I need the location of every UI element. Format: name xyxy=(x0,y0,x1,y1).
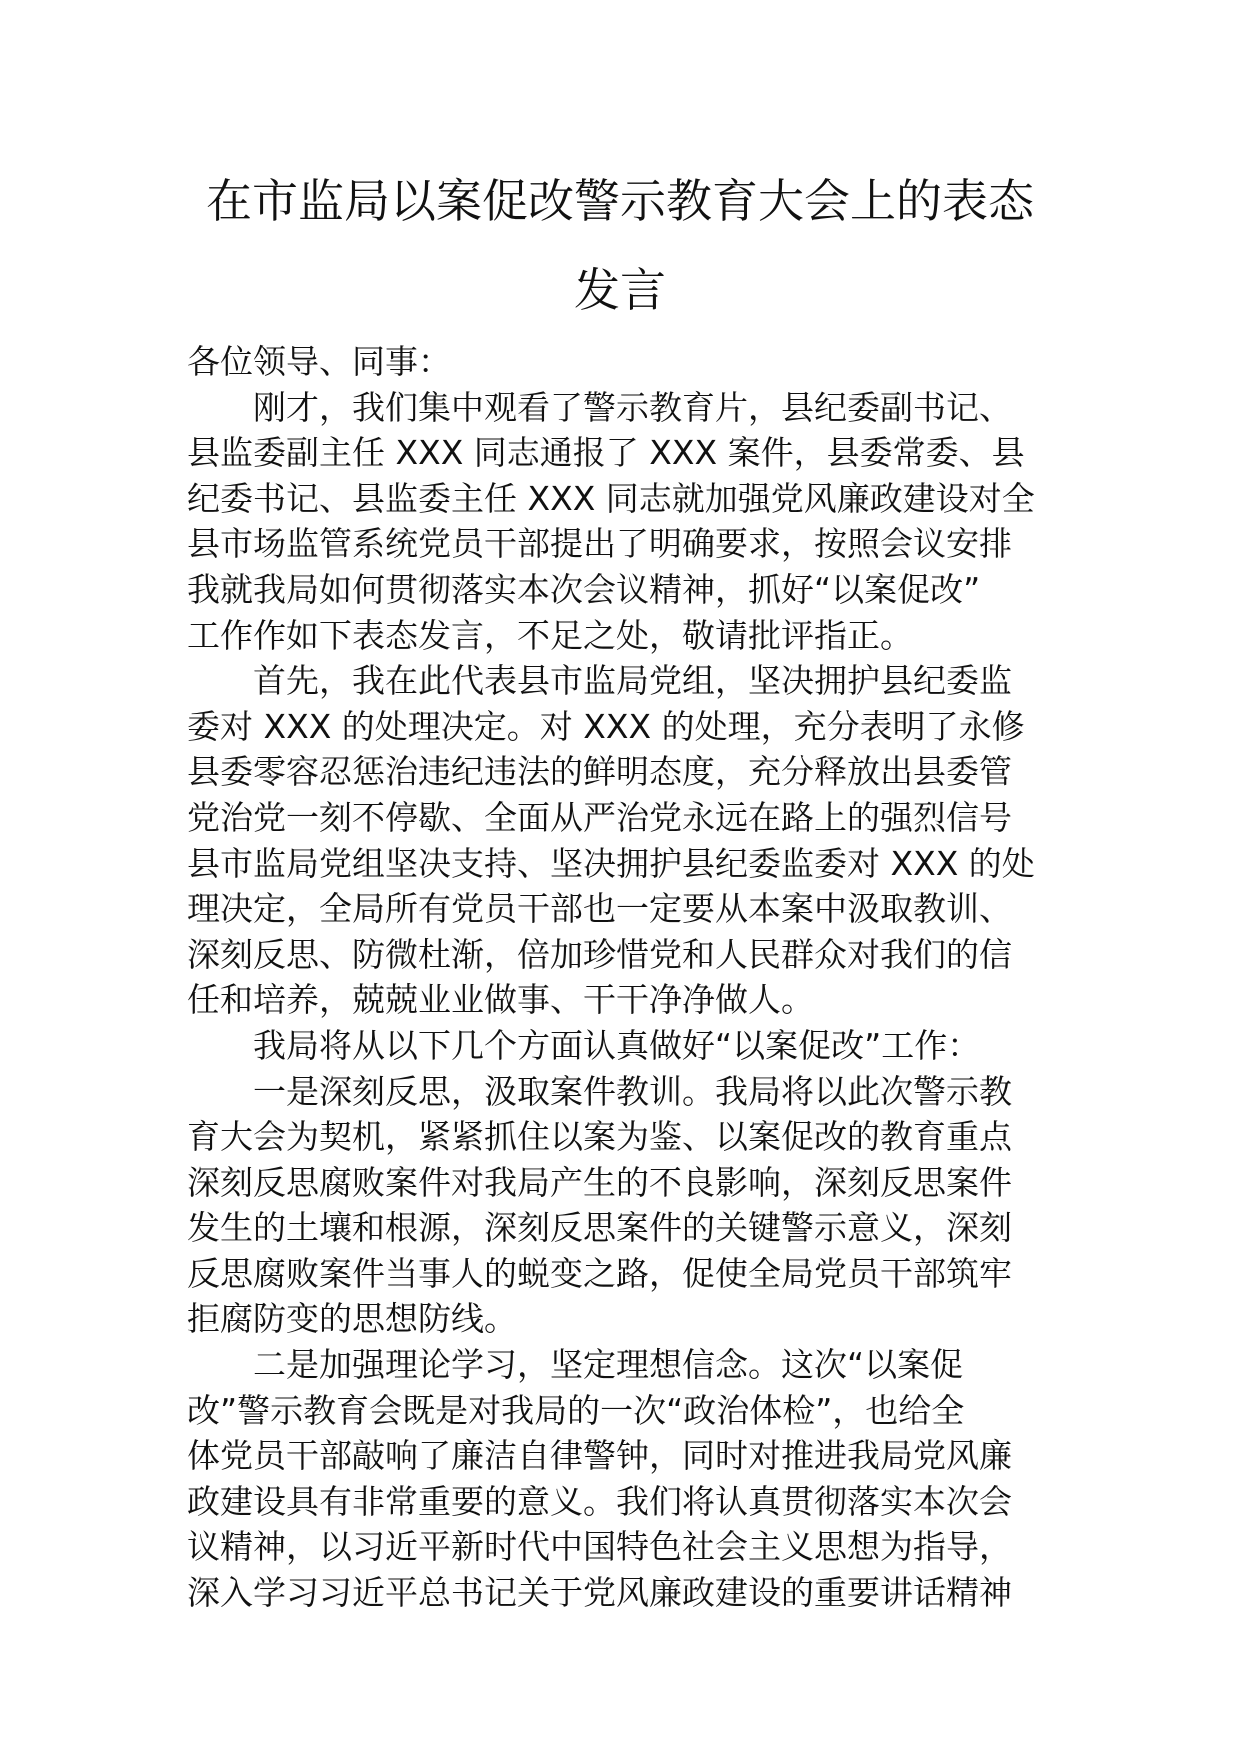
body-text-line: 一是深刻反思，汲取案件教训。我局将以此次警示教 xyxy=(253,1071,1012,1111)
body-text-line: 纪委书记、县监委主任 XXX 同志就加强党风廉政建设对全 xyxy=(187,478,1035,518)
body-text-line: 我局将从以下几个方面认真做好“以案促改”工作： xyxy=(253,1025,981,1065)
body-text-line: 拒腐防变的思想防线。 xyxy=(187,1299,517,1339)
document-title-line-1: 在市监局以案促改警示教育大会上的表态 xyxy=(206,174,1034,228)
body-text-line: 县市监局党组坚决支持、坚决拥护县纪委监委对 XXX 的处 xyxy=(187,843,1035,883)
body-text-line: 深刻反思腐败案件对我局产生的不良影响，深刻反思案件 xyxy=(187,1162,1012,1202)
body-text-line: 我就我局如何贯彻落实本次会议精神，抓好“以案促改” xyxy=(187,569,981,609)
body-text-line: 深入学习习近平总书记关于党风廉政建设的重要讲话精神 xyxy=(187,1573,1012,1613)
body-text-line: 育大会为契机，紧紧抓住以案为鉴、以案促改的教育重点 xyxy=(187,1117,1012,1157)
body-text-line: 议精神，以习近平新时代中国特色社会主义思想为指导， xyxy=(187,1527,1012,1567)
body-text-line: 党治党一刻不停歇、全面从严治党永远在路上的强烈信号 xyxy=(187,797,1012,837)
body-text-line: 理决定，全局所有党员干部也一定要从本案中汲取教训、 xyxy=(187,889,1012,929)
document-body xyxy=(187,339,1057,1616)
body-text-line: 委对 XXX 的处理决定。对 XXX 的处理，充分表明了永修 xyxy=(187,706,1025,746)
body-text-line: 工作作如下表态发言，不足之处，敬请批评指正。 xyxy=(187,615,913,655)
body-text-line: 任和培养，兢兢业业做事、干干净净做人。 xyxy=(187,980,814,1020)
body-text-line: 县监委副主任 XXX 同志通报了 XXX 案件，县委常委、县 xyxy=(187,433,1025,473)
body-text-line: 深刻反思、防微杜渐，倍加珍惜党和人民群众对我们的信 xyxy=(187,934,1012,974)
body-text-line: 发生的土壤和根源，深刻反思案件的关键警示意义，深刻 xyxy=(187,1208,1012,1248)
document-title-line-2: 发言 xyxy=(574,263,666,317)
body-text-line: 反思腐败案件当事人的蜕变之路，促使全局党员干部筑牢 xyxy=(187,1253,1012,1293)
body-text-line: 政建设具有非常重要的意义。我们将认真贯彻落实本次会 xyxy=(187,1481,1012,1521)
body-text-line: 县市场监管系统党员干部提出了明确要求，按照会议安排 xyxy=(187,524,1012,564)
body-text-line: 二是加强理论学习，坚定理想信念。这次“以案促 xyxy=(253,1345,964,1385)
body-text-line: 改”警示教育会既是对我局的一次“政治体检”，也给全 xyxy=(187,1390,965,1430)
body-text-line: 刚才，我们集中观看了警示教育片，县纪委副书记、 xyxy=(253,387,1012,427)
body-text-line: 首先，我在此代表县市监局党组，坚决拥护县纪委监 xyxy=(253,661,1012,701)
body-text-line: 体党员干部敲响了廉洁自律警钟，同时对推进我局党风廉 xyxy=(187,1436,1012,1476)
body-text-line: 各位领导、同事： xyxy=(187,342,451,381)
body-text-line: 县委零容忍惩治违纪违法的鲜明态度，充分释放出县委管 xyxy=(187,752,1012,792)
